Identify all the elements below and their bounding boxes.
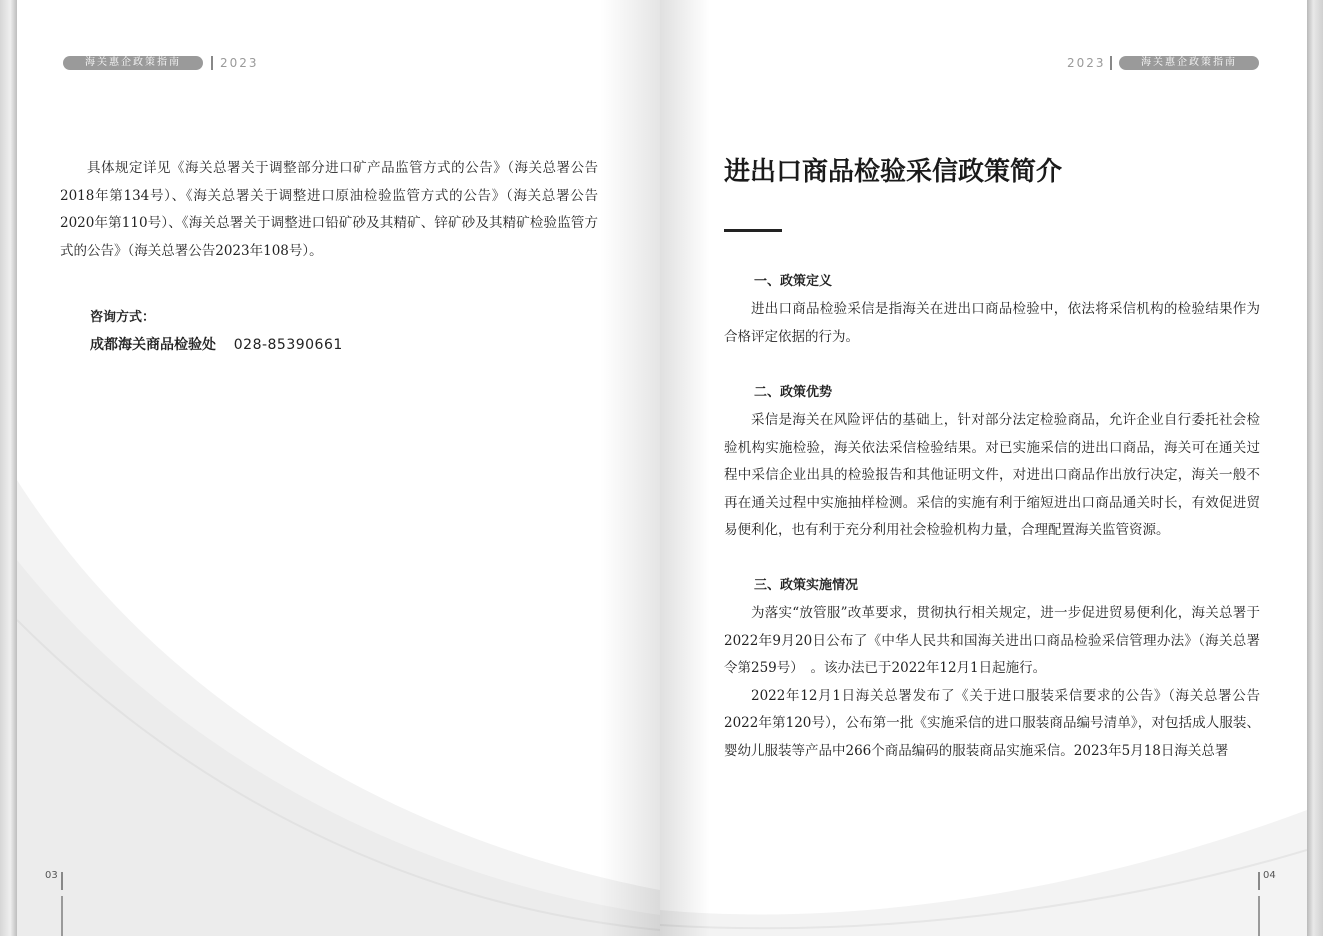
contact-org: 成都海关商品检验处 bbox=[90, 337, 216, 353]
header-pill-label: 海关惠企政策指南 bbox=[1119, 56, 1259, 70]
contact-phone: 028-85390661 bbox=[233, 337, 343, 353]
section-body-definition bbox=[724, 296, 1260, 351]
page-margin-line bbox=[1258, 896, 1260, 936]
body-paragraph: 为落实“放管服”改革要求，贯彻执行相关规定，进一步促进贸易便利化，海关总署于2022年9月20日公布了《中华人民共和国海关进出口商品检验采信管理办法》（海关总署令第259号） 。该办法已于2022年12月1日起施行。 bbox=[724, 605, 1260, 676]
reference-paragraph: 具体规定详见《海关总署关于调整部分进口矿产品监管方式的公告》（海关总署公告2018年第134号）、《海关总署关于调整进口原油检验监管方式的公告》（海关总署公告2020年第110号）、《海关总署关于调整进口铅矿砂及其精矿、锌矿砂及其精矿检验监管方式的公告》（海关总署公告2023年108号）。 bbox=[60, 160, 598, 259]
section-body-advantages bbox=[724, 407, 1260, 545]
title-underline bbox=[724, 229, 782, 232]
body-paragraph: 采信是海关在风险评估的基础上，针对部分法定检验商品，允许企业自行委托社会检验机构实施检验，海关依法采信检验结果。对已实施采信的进出口商品，海关可在通关过程中采信企业出具的检验报告和其他证明文件，对进出口商品作出放行决定，海关一般不再在通关过程中实施抽样检测。采信的实施有利于缩短进出口商品通关时长，有效促进贸易便利化，也有利于充分利用社会检验机构力量，合理配置海关监管资源。 bbox=[724, 412, 1260, 538]
left-page bbox=[17, 0, 660, 936]
background-swoosh bbox=[17, 0, 660, 936]
page-number-tick bbox=[61, 872, 63, 890]
page-number: 04 bbox=[1263, 870, 1276, 881]
header-year: 2023 bbox=[220, 56, 259, 70]
section-heading-definition: 一、政策定义 bbox=[754, 274, 833, 289]
left-page-edge bbox=[0, 0, 17, 936]
body-text-block bbox=[60, 155, 598, 265]
header-divider bbox=[211, 56, 213, 70]
right-page-edge bbox=[1307, 0, 1323, 936]
gutter-shadow bbox=[660, 0, 710, 936]
gutter-shadow bbox=[600, 0, 660, 936]
page-title: 进出口商品检验采信政策简介 bbox=[724, 157, 1063, 187]
section-heading-advantages: 二、政策优势 bbox=[754, 385, 833, 400]
header-year: 2023 bbox=[1067, 56, 1106, 70]
section-heading-implementation: 三、政策实施情况 bbox=[754, 578, 859, 593]
contact-label: 咨询方式： bbox=[90, 310, 156, 325]
body-paragraph: 进出口商品检验采信是指海关在进出口商品检验中，依法将采信机构的检验结果作为合格评定依据的行为。 bbox=[724, 301, 1260, 345]
page-number-tick bbox=[1258, 872, 1260, 890]
section-body-implementation bbox=[724, 600, 1260, 765]
right-page bbox=[660, 0, 1307, 936]
page-margin-line bbox=[61, 896, 63, 936]
body-paragraph: 2022年12月1日海关总署发布了《关于进口服装采信要求的公告》（海关总署公告2022年第120号），公布第一批《实施采信的进口服装商品编号清单》，对包括成人服装、婴幼儿服装等产品中266个商品编码的服装商品实施采信。2023年5月18日海关总署 bbox=[724, 687, 1260, 759]
header-pill-label: 海关惠企政策指南 bbox=[63, 56, 203, 70]
contact-line bbox=[90, 334, 343, 354]
header-divider bbox=[1110, 56, 1112, 70]
page-number: 03 bbox=[45, 870, 58, 881]
